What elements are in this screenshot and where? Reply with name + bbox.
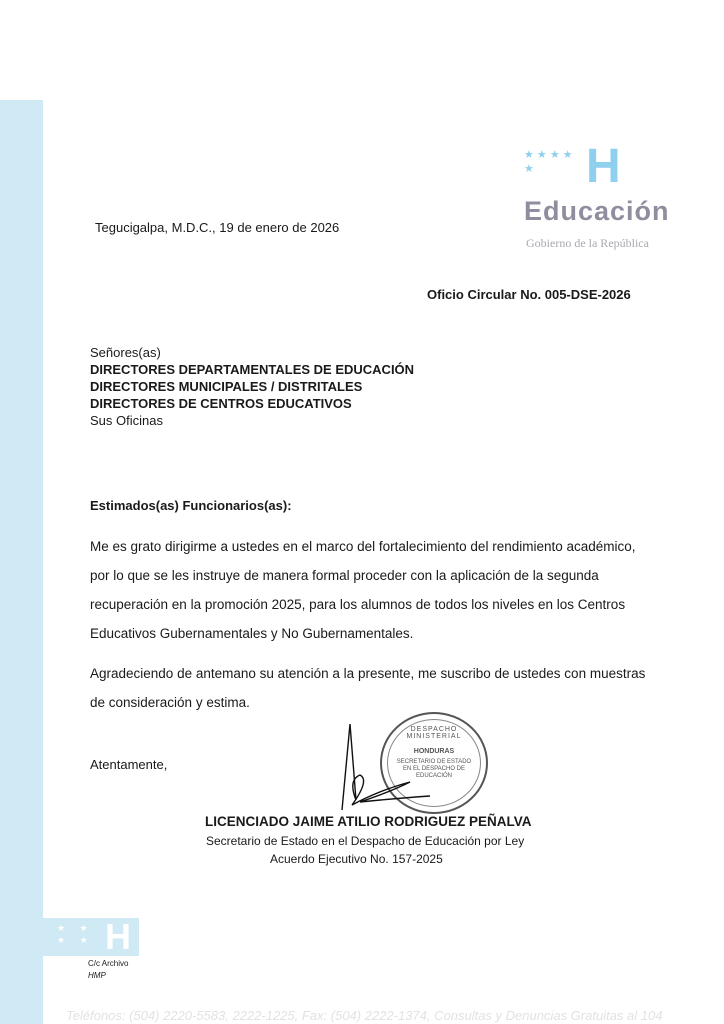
recipient-line: DIRECTORES DEPARTAMENTALES DE EDUCACIÓN (90, 362, 415, 377)
signer-agreement: Acuerdo Ejecutivo No. 157-2025 (270, 852, 443, 866)
body-paragraph-1 (90, 532, 636, 648)
reference-number: Oficio Circular No. 005-DSE-2026 (427, 287, 631, 302)
sidebar-stripe (0, 100, 43, 1024)
seal-bottom: SECRETARIO DE ESTADO EN EL DESPACHO DE EDUCACIÓN (396, 759, 472, 779)
body-line: de consideración y estima. (90, 695, 250, 710)
body-line: Educativos Gubernamentales y No Gubernamentales. (90, 626, 414, 641)
footer-contact: Teléfonos: (504) 2220-5583, 2222-1225, Fax: (504) 2222-1374, Consultas y Denuncias Gratuitas al 104 (66, 1008, 663, 1023)
logo-h: H (586, 140, 621, 193)
body-paragraph-2 (90, 659, 646, 717)
salutation: Señores(as) (90, 345, 161, 360)
recipient-line: DIRECTORES MUNICIPALES / DISTRITALES (90, 379, 363, 394)
logo-subtitle: Gobierno de la República (526, 236, 649, 250)
cc-initials: HMP (88, 971, 106, 980)
closing: Atentamente, (90, 757, 168, 772)
stars-icon: ★ ★ ★ ★ (57, 923, 94, 945)
signer-name: LICENCIADO JAIME ATILIO RODRIGUEZ PEÑALVA (205, 814, 532, 829)
seal-top: DESPACHO MINISTERIAL (406, 726, 462, 740)
place-date: Tegucigalpa, M.D.C., 19 de enero de 2026 (95, 220, 340, 235)
signer-title: Secretario de Estado en el Despacho de Educación por Ley (206, 834, 525, 848)
stars-icon: ★ ★ ★ ★ ★ (524, 149, 573, 175)
greeting: Estimados(as) Funcionarios(as): (90, 498, 292, 513)
cc-line: C/c Archivo (88, 959, 129, 968)
footer-logo (43, 918, 139, 956)
body-line: Agradeciendo de antemano su atención a la presente, me suscribo de ustedes con muestras (90, 666, 646, 681)
logo-title: Educación (524, 196, 670, 226)
recipient-office: Sus Oficinas (90, 413, 163, 428)
body-line: Me es grato dirigirme a ustedes en el marco del fortalecimiento del rendimiento académico, (90, 539, 636, 554)
body-line: por lo que se les instruye de manera formal proceder con la aplicación de la segunda (90, 568, 599, 583)
footer-logo-h: H (105, 916, 131, 957)
recipient-line: DIRECTORES DE CENTROS EDUCATIVOS (90, 396, 352, 411)
body-line: recuperación en la promoción 2025, para los alumnos de todos los niveles en los Centros (90, 597, 626, 612)
signature (330, 722, 470, 812)
seal-country: HONDURAS (413, 748, 455, 755)
